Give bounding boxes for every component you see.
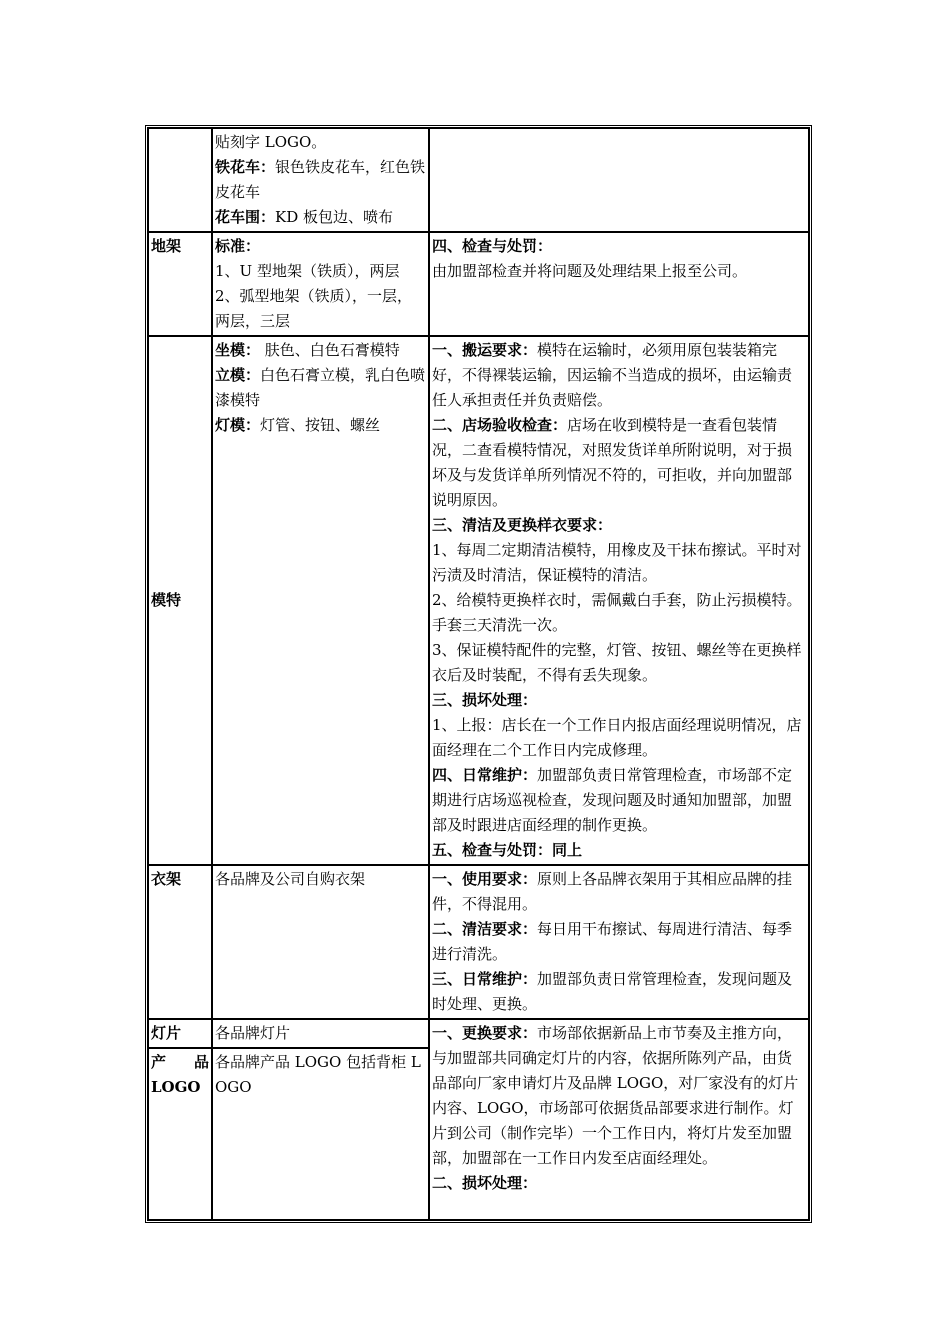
requirement-cell xyxy=(429,865,809,1019)
paragraph: 二、店场验收检查：店场在收到模特是一查看包装情况，二查看模特情况，对照发货详单所附说明，对于损坏及与发货详单所列情况不符的，可拒收，并向加盟部说明原因。 xyxy=(432,416,793,509)
text-line: 立模：白色石膏立模，乳白色喷漆模特 xyxy=(215,366,426,409)
text-line: 灯模：灯管、按钮、螺丝 xyxy=(215,416,381,434)
item-cell: 衣架 xyxy=(148,865,212,1019)
paragraph: 四、日常维护：加盟部负责日常管理检查，市场部不定期进行店场巡视检查，发现问题及时通知加盟部，加盟部及时跟进店面经理的制作更换。 xyxy=(432,766,793,834)
item-label: 产 品 xyxy=(151,1053,209,1071)
requirement-cell xyxy=(429,128,809,232)
paragraph: 三、损坏处理： xyxy=(432,691,538,709)
paragraph: 3、保证模特配件的完整，灯管、按钮、螺丝等在更换样衣后及时装配，不得有丢失现象。 xyxy=(432,641,802,684)
requirement-cell xyxy=(429,232,809,336)
table-row xyxy=(148,232,809,336)
text-line: 铁花车：银色铁皮花车，红色铁皮花车 xyxy=(215,158,426,201)
item-cell: 灯片 xyxy=(148,1019,212,1048)
standard-cell: 各品牌灯片 xyxy=(212,1019,429,1048)
item-cell: 地架 xyxy=(148,232,212,336)
paragraph: 二、清洁要求：每日用干布擦试、每周进行清洁、每季进行清洗。 xyxy=(432,920,793,963)
paragraph: 2、给模特更换样衣时，需佩戴白手套，防止污损模特。手套三天清洗一次。 xyxy=(432,591,802,634)
paragraph: 二、损坏处理： xyxy=(432,1174,538,1192)
requirement-cell xyxy=(429,336,809,865)
paragraph: 一、使用要求：原则上各品牌衣架用于其相应品牌的挂件，不得混用。 xyxy=(432,870,793,913)
requirement-cell xyxy=(429,1019,809,1220)
paragraph: 一、搬运要求：模特在运输时，必须用原包装装箱完好，不得裸装运输，因运输不当造成的损坏，由运输责任人承担责任并负责赔偿。 xyxy=(432,341,793,409)
standard-cell xyxy=(212,336,429,865)
table-row xyxy=(148,128,809,232)
paragraph: 三、清洁及更换样衣要求： xyxy=(432,516,613,534)
item-label: LOGO xyxy=(151,1078,201,1096)
paragraph: 一、更换要求：市场部依据新品上市节奏及主推方向，与加盟部共同确定灯片的内容，依据所陈列产品，由货品部向厂家申请灯片及品牌 LOGO，对厂家没有的灯片内容、LOGO，市场部可依据货品部要求进行制作。灯片到公司（制作完毕）一个工作日内，将灯片发至加盟部，加盟部在一工作日内发至店面经理处。 xyxy=(432,1024,799,1167)
text-line: 2、弧型地架（铁质），一层，两层，三层 xyxy=(215,287,413,330)
standard-cell: 各品牌及公司自购衣架 xyxy=(212,865,429,1019)
paragraph: 1、上报：店长在一个工作日内报店面经理说明情况，店面经理在二个工作日内完成修理。 xyxy=(432,716,802,759)
text-line: 1、U 型地架（铁质），两层 xyxy=(215,262,400,280)
text-line: 贴刻字 LOGO。 xyxy=(215,133,327,151)
text-line: 四、检查与处罚： xyxy=(432,237,553,255)
text-line: 花车围：KD 板包边、喷布 xyxy=(215,208,394,226)
table-row xyxy=(148,1019,809,1048)
display-props-table xyxy=(145,125,812,1223)
item-cell xyxy=(148,1048,212,1220)
text-line: 坐模： 肤色、白色石膏模特 xyxy=(215,341,400,359)
standard-cell xyxy=(212,232,429,336)
standard-cell xyxy=(212,128,429,232)
table-row xyxy=(148,865,809,1019)
paragraph: 五、检查与处罚：同上 xyxy=(432,841,583,859)
paragraph: 三、日常维护：加盟部负责日常管理检查，发现问题及时处理、更换。 xyxy=(432,970,793,1013)
paragraph: 1、每周二定期清洁模特，用橡皮及干抹布擦试。平时对污渍及时清洁，保证模特的清洁。 xyxy=(432,541,802,584)
text-line: 由加盟部检查并将问题及处理结果上报至公司。 xyxy=(432,262,748,280)
item-cell: 模特 xyxy=(148,336,212,865)
table-row xyxy=(148,336,809,865)
text-line: 标准： xyxy=(215,237,261,255)
standard-cell: 各品牌产品 LOGO 包括背柜 LOGO xyxy=(212,1048,429,1220)
item-cell xyxy=(148,128,212,232)
